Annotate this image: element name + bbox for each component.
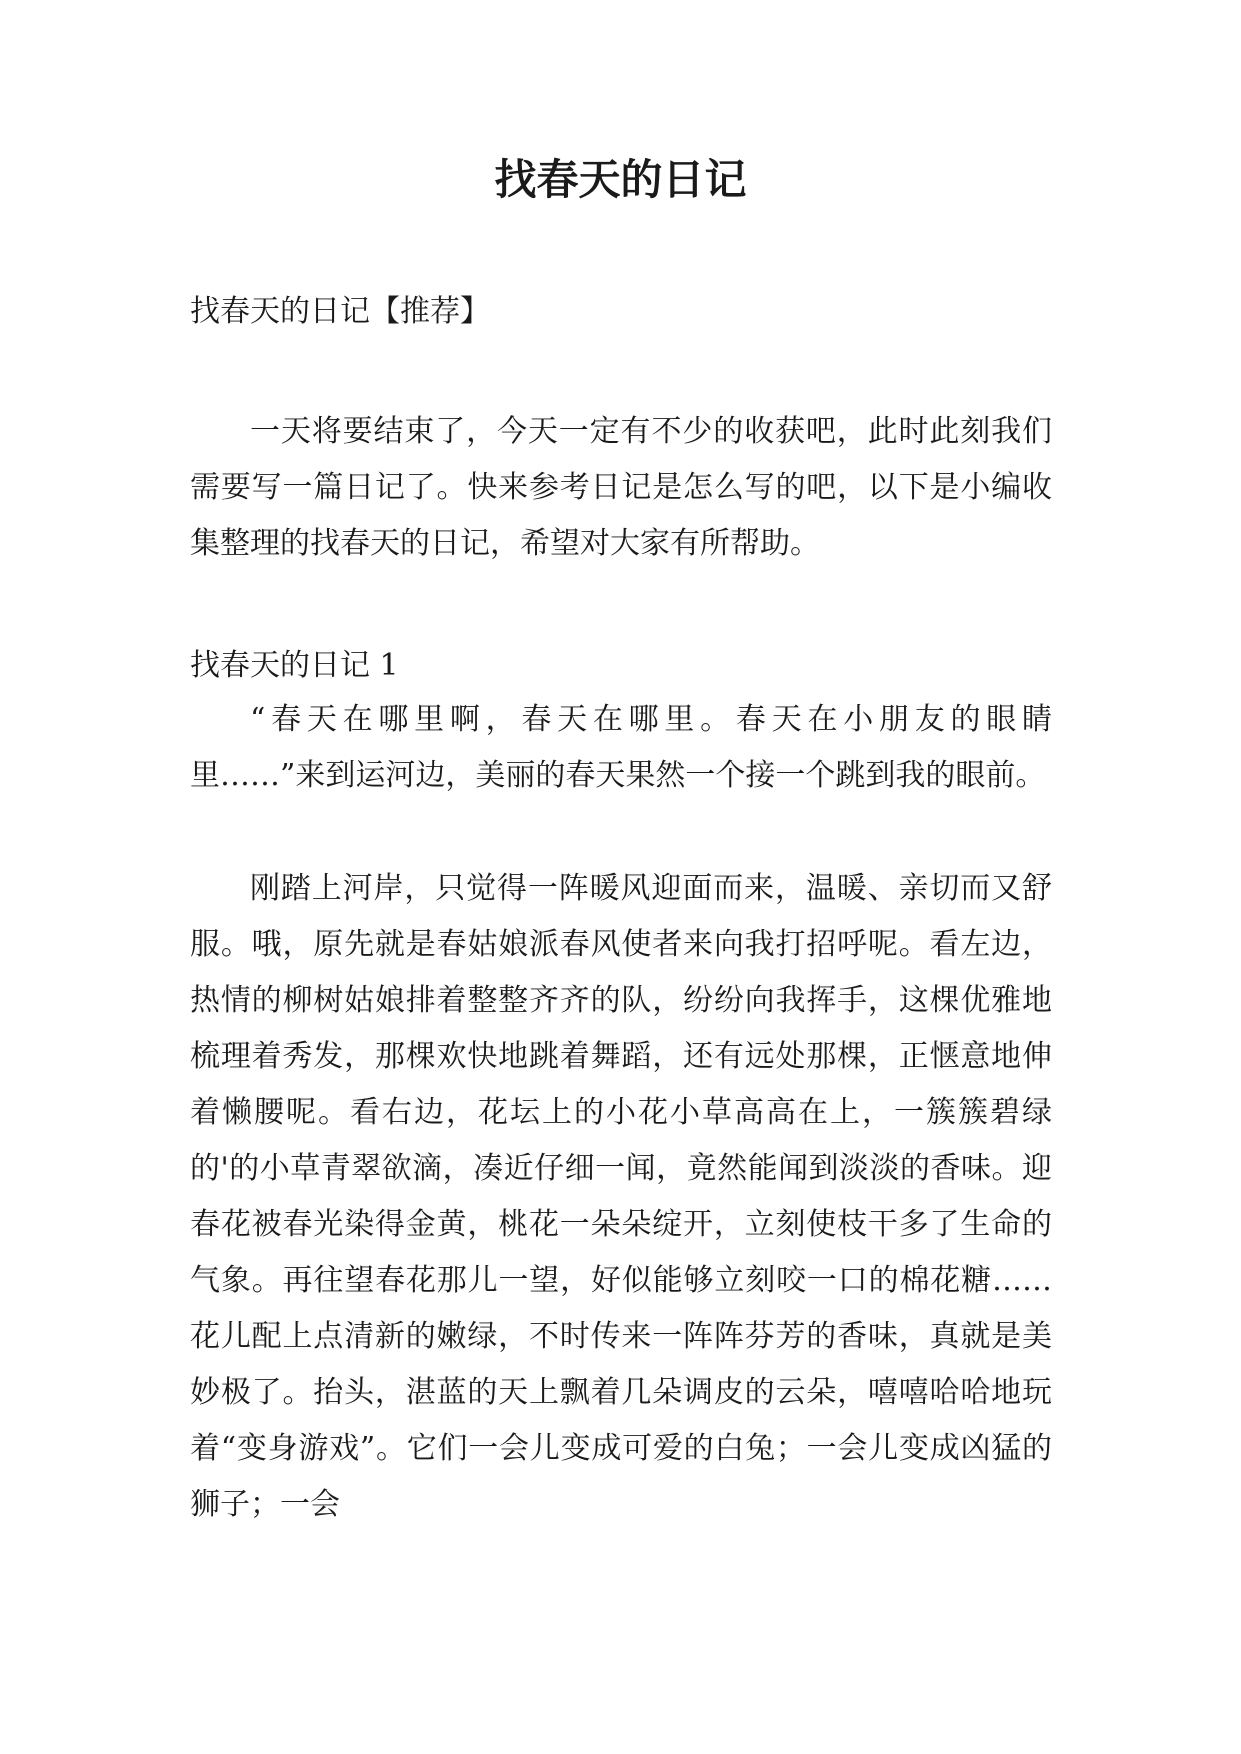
body-paragraph-2: 刚踏上河岸，只觉得一阵暖风迎面而来，温暖、亲切而又舒服。哦，原先就是春姑娘派春风使者来向我打招呼呢。看左边，热情的柳树姑娘排着整整齐齐的队，纷纷向我挥手，这棵优雅地梳理着秀发，那棵欢快地跳着舞蹈，还有远处那棵，正惬意地伸着懒腰呢。看右边，花坛上的小花小草高高在上，一簇簇碧绿的'的小草青翠欲滴，凑近仔细一闻，竟然能闻到淡淡的香味。迎春花被春光染得金黄，桃花一朵朵绽开，立刻使枝干多了生命的气象。再往望春花那儿一望，好似能够立刻咬一口的棉花糖……花儿配上点清新的嫩绿，不时传来一阵阵芬芳的香味，真就是美妙极了。抬头，湛蓝的天上飘着几朵调皮的云朵，嘻嘻哈哈地玩着“变身游戏”。它们一会儿变成可爱的白兔；一会儿变成凶猛的狮子；一会 bbox=[190, 871, 1052, 1522]
document-title: 找春天的日记 bbox=[494, 155, 747, 204]
intro-paragraph: 一天将要结束了，今天一定有不少的收获吧，此时此刻我们需要写一篇日记了。快来参考日记是怎么写的吧，以下是小编收集整理的找春天的日记，希望对大家有所帮助。 bbox=[190, 414, 1052, 561]
body-paragraph-1: “春天在哪里啊，春天在哪里。春天在小朋友的眼睛里……”来到运河边，美丽的春天果然一个接一个跳到我的眼前。 bbox=[190, 702, 1052, 793]
document-subtitle: 找春天的日记【推荐】 bbox=[190, 294, 490, 329]
section-heading: 找春天的日记 1 bbox=[190, 648, 399, 683]
